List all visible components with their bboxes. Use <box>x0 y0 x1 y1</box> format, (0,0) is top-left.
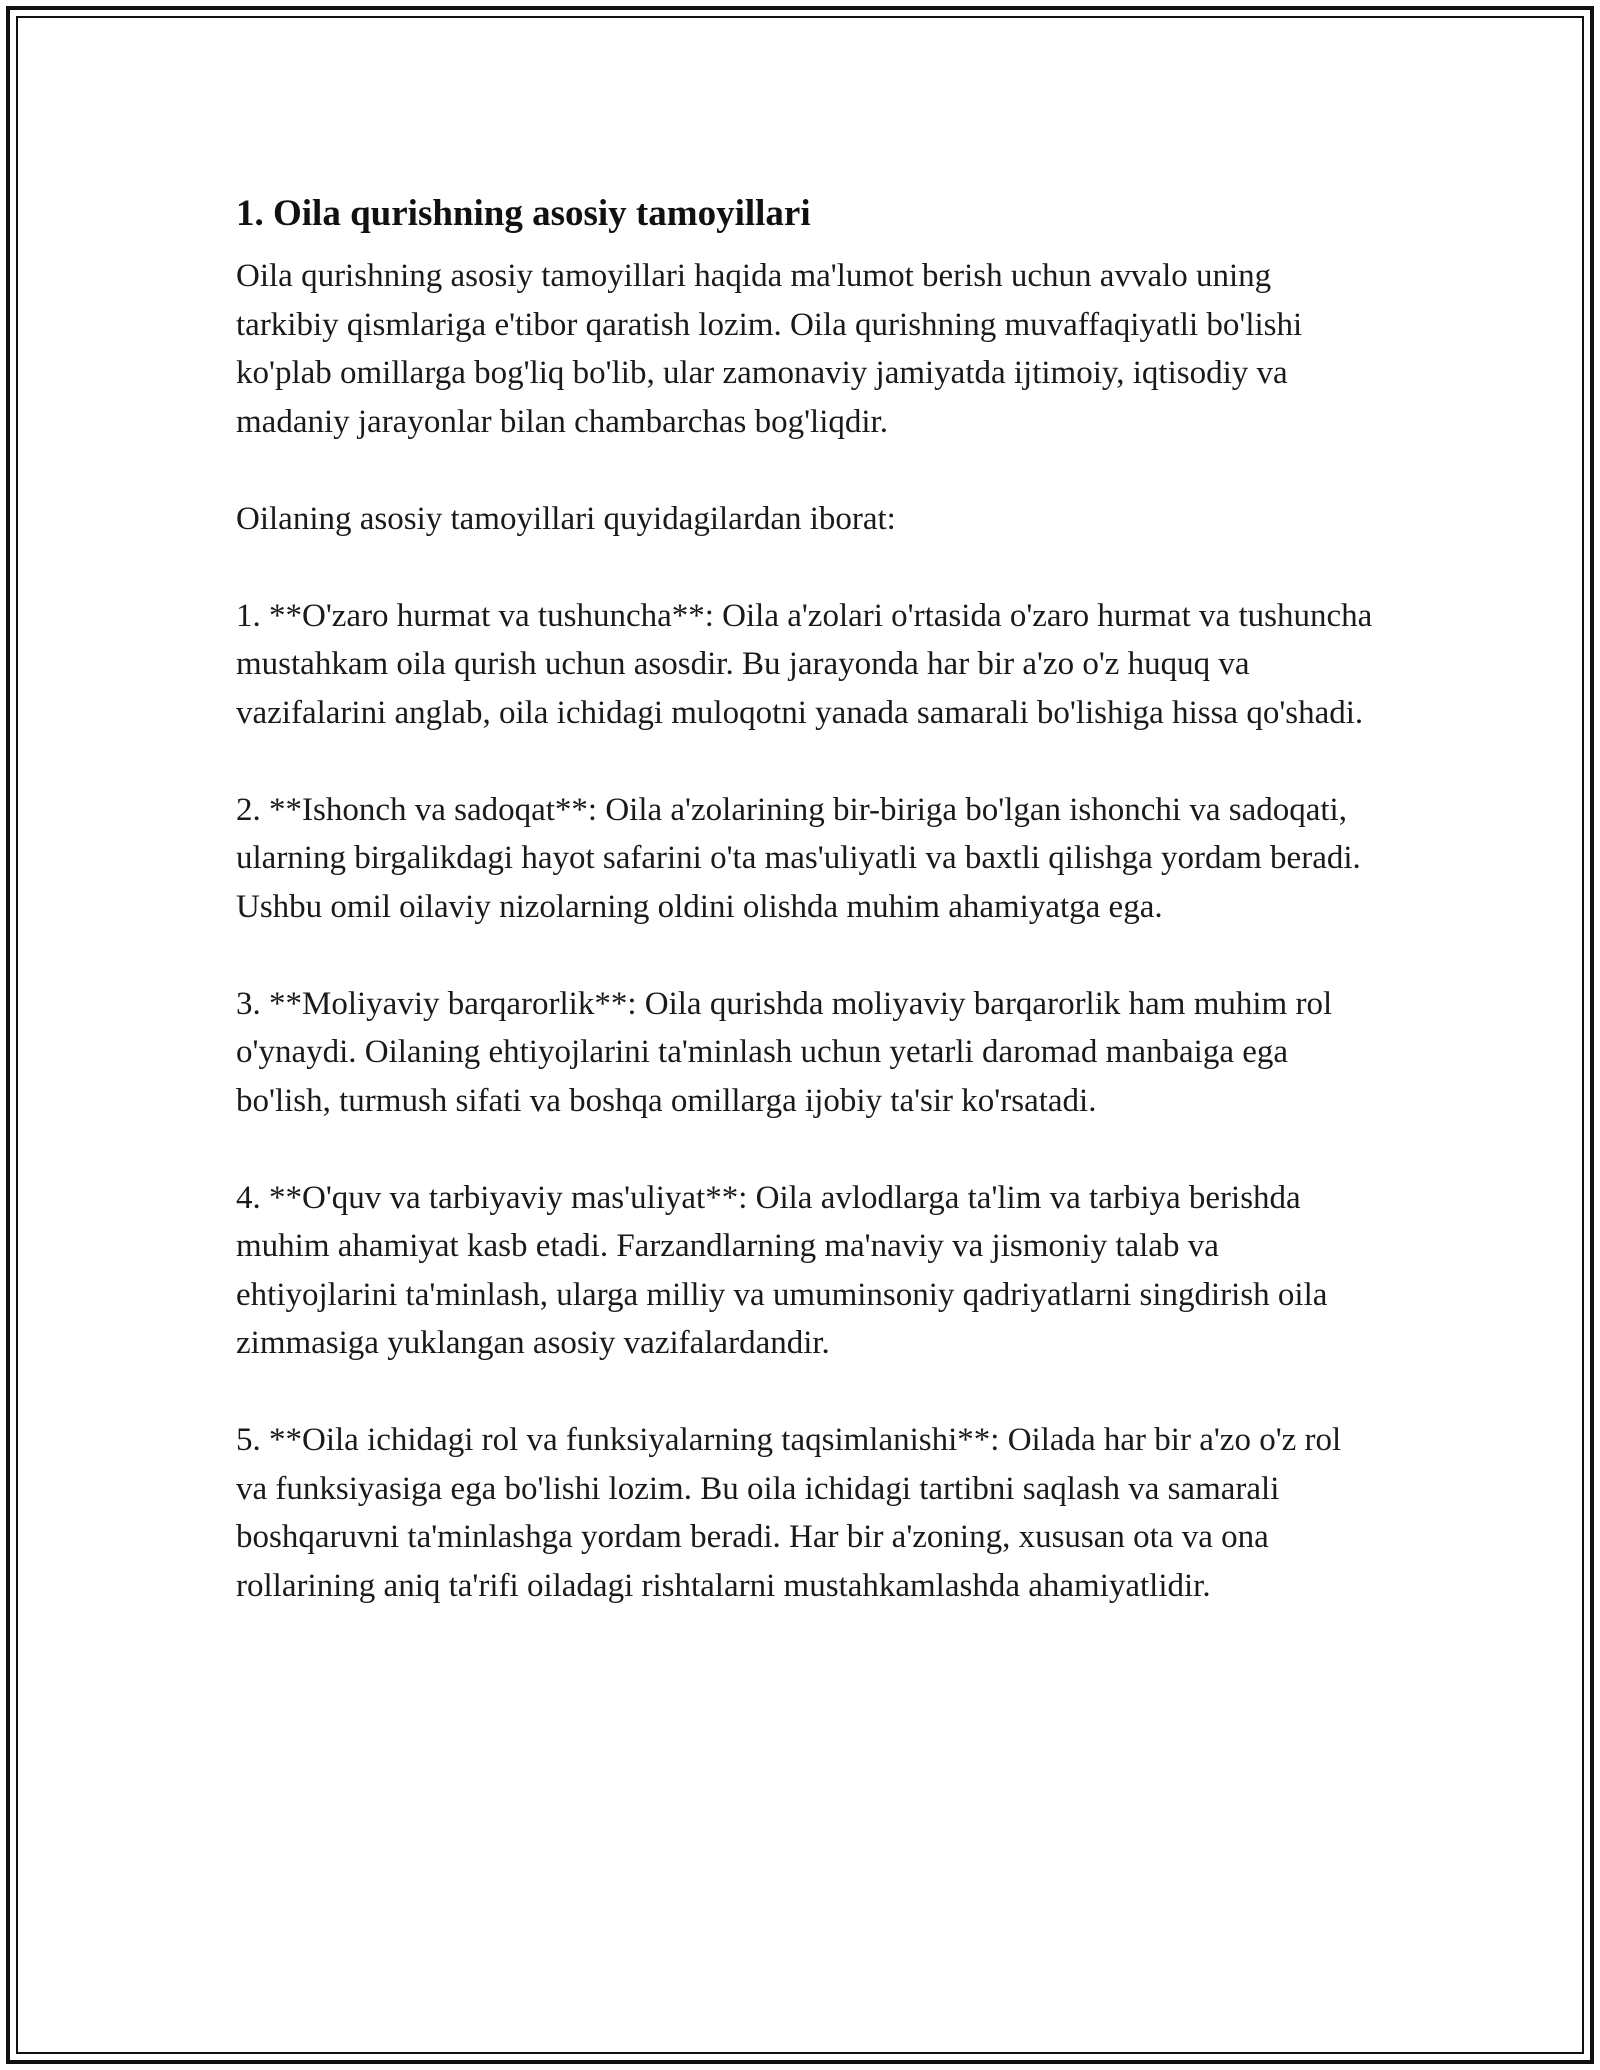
principles-lead-in: Oilaning asosiy tamoyillari quyidagilardan iborat: <box>236 500 896 537</box>
principle-item-5: 5. **Oila ichidagi rol va funksiyalarning taqsimlanishi**: Oilada har bir a'zo o'z rol va funksiyasiga ega bo'lishi lozim. Bu oila ichidagi tartibni saqlash va samarali boshqaruvni ta'minlashga yordam beradi. Har bir a'zoning, xususan ota va ona rollarining aniq ta'rifi oiladagi rishtalarni mustahkamlashda ahamiyatlidir. <box>236 1422 1342 1604</box>
principle-item-1: 1. **O'zaro hurmat va tushuncha**: Oila a'zolari o'rtasida o'zaro hurmat va tushuncha mustahkam oila qurish uchun asosdir. Bu jarayonda har bir a'zo o'z huquq va vazifalarini anglab, oila ichidagi muloqotni yanada samarali bo'lishiga hissa qo'shadi. <box>236 597 1373 731</box>
principle-item-4: 4. **O'quv va tarbiyaviy mas'uliyat**: Oila avlodlarga ta'lim va tarbiya berishda muhim ahamiyat kasb etadi. Farzandlarning ma'naviy va jismoniy talab va ehtiyojlarini ta'minlash, ularga milliy va umuminsoniy qadriyatlarni singdirish oila zimmasiga yuklangan asosiy vazifalardandir. <box>236 1179 1328 1361</box>
principle-item-2: 2. **Ishonch va sadoqat**: Oila a'zolarining bir-biriga bo'lgan ishonchi va sadoqati, ularning birgalikdagi hayot safarini o'ta mas'uliyatli va baxtli qilishga yordam beradi. Ushbu omil oilaviy nizolarning oldini olishda muhim ahamiyatga ega. <box>236 791 1361 925</box>
section-heading: 1. Oila qurishning asosiy tamoyillari <box>236 193 811 234</box>
principle-item-3: 3. **Moliyaviy barqarorlik**: Oila qurishda moliyaviy barqarorlik ham muhim rol o'ynaydi. Oilaning ehtiyojlarini ta'minlash uchun yetarli daromad manbaiga ega bo'lish, turmush sifati va boshqa omillarga ijobiy ta'sir ko'rsatadi. <box>236 985 1333 1119</box>
intro-paragraph: Oila qurishning asosiy tamoyillari haqida ma'lumot berish uchun avvalo uning tarkibiy qismlariga e'tibor qaratish lozim. Oila qurishning muvaffaqiyatli bo'lishi ko'plab omillarga bog'liq bo'lib, ular zamonaviy jamiyatda ijtimoiy, iqtisodiy va madaniy jarayonlar bilan chambarchas bog'liqdir. <box>236 258 1303 440</box>
document-body <box>236 186 1376 1659</box>
